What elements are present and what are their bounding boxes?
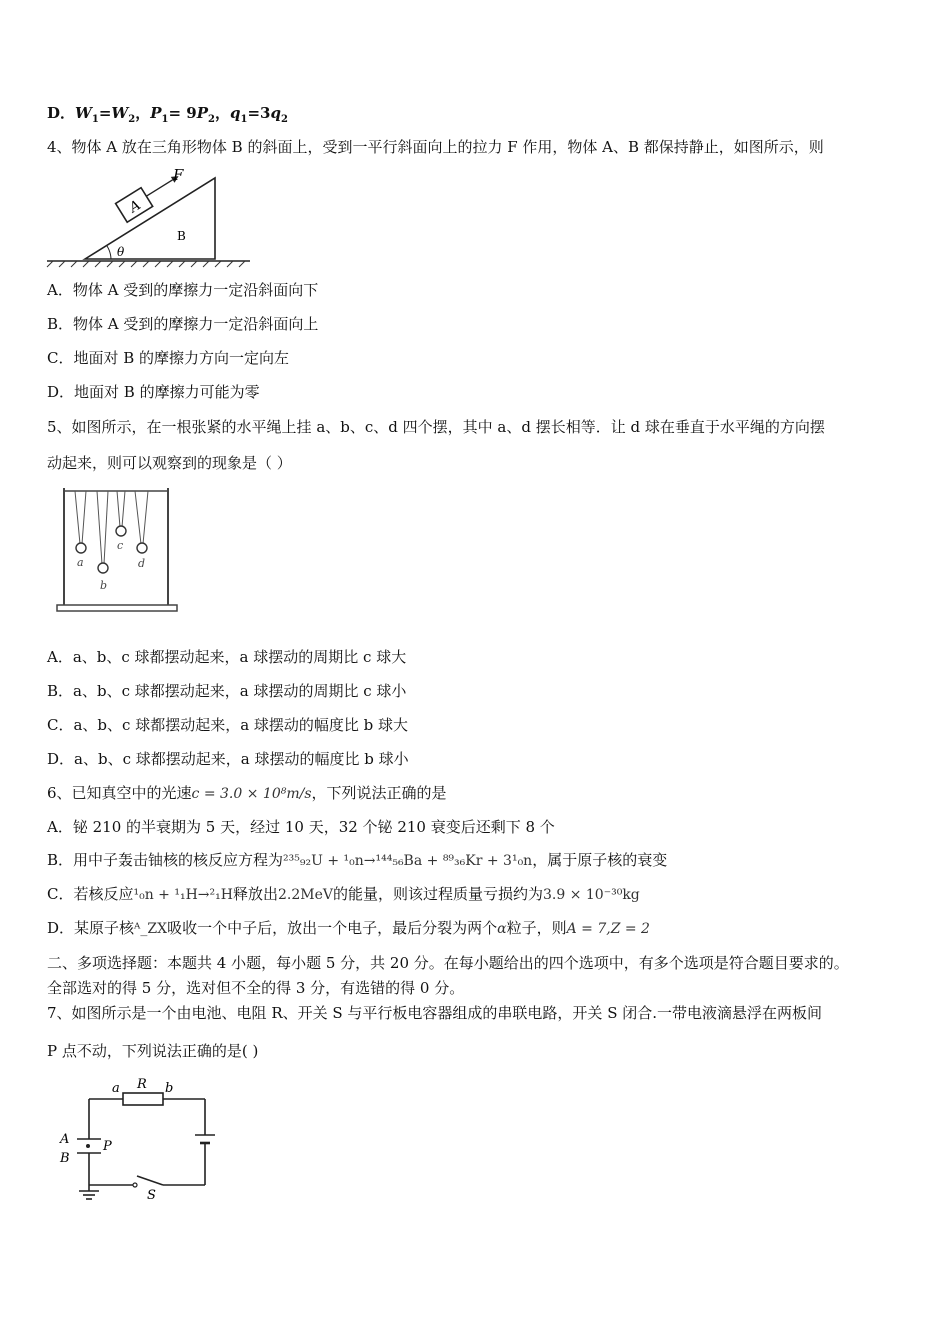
pendulum-c [116,491,126,536]
q5-option-b: B．a、b、c 球都摆动起来，a 球摆动的周期比 c 球小 [47,682,407,700]
pendulum-b [97,491,108,573]
sub: 1 [240,114,248,125]
text: ，下列说法正确的是 [311,784,447,802]
q6-option-c [47,884,640,905]
switch-s [137,1176,163,1185]
q5-option-d: D．a、b、c 球都摆动起来，a 球摆动的幅度比 b 球小 [47,750,409,768]
var: P [196,104,209,122]
text: D．某原子核 [47,919,135,937]
q4-option-a: A．物体 A 受到的摩擦力一定沿斜面向下 [47,281,319,299]
label-f: F [173,166,184,184]
pendulum-d [135,491,148,553]
speed-of-light-formula: c = 3.0 × 10⁸m/s [191,786,312,802]
answer-values: A = 7,Z = 2 [566,921,650,937]
label-r: R [137,1077,147,1092]
q6-option-a: A．铋 210 的半衰期为 5 天，经过 10 天，32 个铋 210 衰变后还剩下 8 个 [47,818,555,836]
switch-contact [133,1183,137,1187]
sub: 1 [161,114,169,125]
q5-option-c: C．a、b、c 球都摆动起来，a 球摆动的幅度比 b 球大 [47,716,409,734]
fusion-equation: ¹₀n + ¹₁H→²₁H [133,887,233,903]
resistor-r [123,1093,163,1105]
var: W [111,104,129,122]
q5-stem-line1: 5、如图所示，在一根张紧的水平绳上挂 a、b、c、d 四个摆，其中 a、d 摆长相等．让 d 球在垂直于水平绳的方向摆 [47,418,825,436]
q7-stem-line2: P 点不动，下列说法正确的是( ) [47,1042,259,1060]
sub: 1 [91,114,99,125]
q7-stem-line1: 7、如图所示是一个由电池、电阻 R、开关 S 与平行板电容器组成的串联电路，开关 S 闭合.一带电液滴悬浮在两板间 [47,1004,823,1022]
q5-stem-line2: 动起来，则可以观察到的现象是（ ） [47,454,292,472]
text: 的能量，则该过程质量亏损约为 [332,885,543,903]
sub: 2 [128,114,136,125]
text: 粒子，则 [506,919,567,937]
q4-option-c: C．地面对 B 的摩擦力方向一定向左 [47,349,290,367]
label-a: a [77,556,84,569]
ground-hatch [47,261,245,267]
q5-pendulum-figure [55,486,181,616]
section2-line1: 二、多项选择题：本题共 4 小题，每小题 5 分，共 20 分。在每小题给出的四个选项中，有多个选项是符合题目要求的。 [47,954,849,972]
label-cap-a: A [60,1132,70,1147]
q4-incline-figure [45,164,255,268]
label-c: c [117,539,124,552]
q4-option-b: B．物体 A 受到的摩擦力一定沿斜面向上 [47,315,319,333]
sep: ， [135,104,151,122]
text: ，属于原子核的衰变 [532,851,668,869]
label-theta: θ [117,245,125,259]
sep: ， [215,104,231,122]
force-arrow [146,180,172,196]
op: =3 [247,104,271,122]
q3-option-d [47,103,288,130]
label-cap-b: B [60,1151,70,1166]
q5-option-a: A．a、b、c 球都摆动起来，a 球摆动的周期比 c 球大 [47,648,407,666]
energy-value: 2.2MeV [277,887,333,903]
q4-stem: 4、物体 A 放在三角形物体 B 的斜面上，受到一平行斜面向上的拉力 F 作用，物体 A、B 都保持静止，如图所示，则 [47,138,824,156]
label-d: d [138,557,146,570]
pendulum-a [75,491,86,553]
sub: 2 [281,114,288,125]
label-s: S [147,1188,156,1203]
nucleus-symbol: ᴬ_ZX [134,921,168,937]
mass-value: 3.9 × 10⁻³⁰kg [543,887,640,903]
var: W [75,104,92,122]
text: C．若核反应 [47,885,134,903]
label-a: a [112,1081,120,1096]
triangle-b [85,178,215,259]
option-label: D． [47,104,76,122]
alpha-symbol: α [497,921,507,937]
base-board [57,605,177,611]
droplet-p [86,1144,90,1148]
text: B．用中子轰击铀核的核反应方程为 [47,851,284,869]
op: = [98,104,112,122]
var: P [150,104,162,122]
fission-equation: ²³⁵₉₂U + ¹₀n→¹⁴⁴₅₆Ba + ⁸⁹₃₆Kr + 3¹₀n [283,853,533,869]
text: 吸收一个中子后，放出一个电子，最后分裂为两个 [167,919,498,937]
label-b: B [177,229,186,243]
q4-option-d: D．地面对 B 的摩擦力可能为零 [47,383,260,401]
label-b: b [100,579,108,592]
q6-stem [47,783,447,804]
var: q [230,104,241,122]
section2-line2: 全部选对的得 5 分，选对但不全的得 3 分，有选错的得 0 分。 [47,979,465,997]
q6-option-d [47,918,650,939]
q6-option-b [47,850,667,871]
text: 释放出 [232,885,278,903]
sub: 2 [208,114,215,125]
q7-circuit-figure [55,1073,225,1208]
text: 6、已知真空中的光速 [47,784,192,802]
label-b: b [165,1081,174,1096]
var: q [270,104,281,122]
theta-arc [107,246,111,259]
label-p: P [103,1139,112,1154]
label-a: A [126,197,144,217]
op: = 9 [168,104,197,122]
